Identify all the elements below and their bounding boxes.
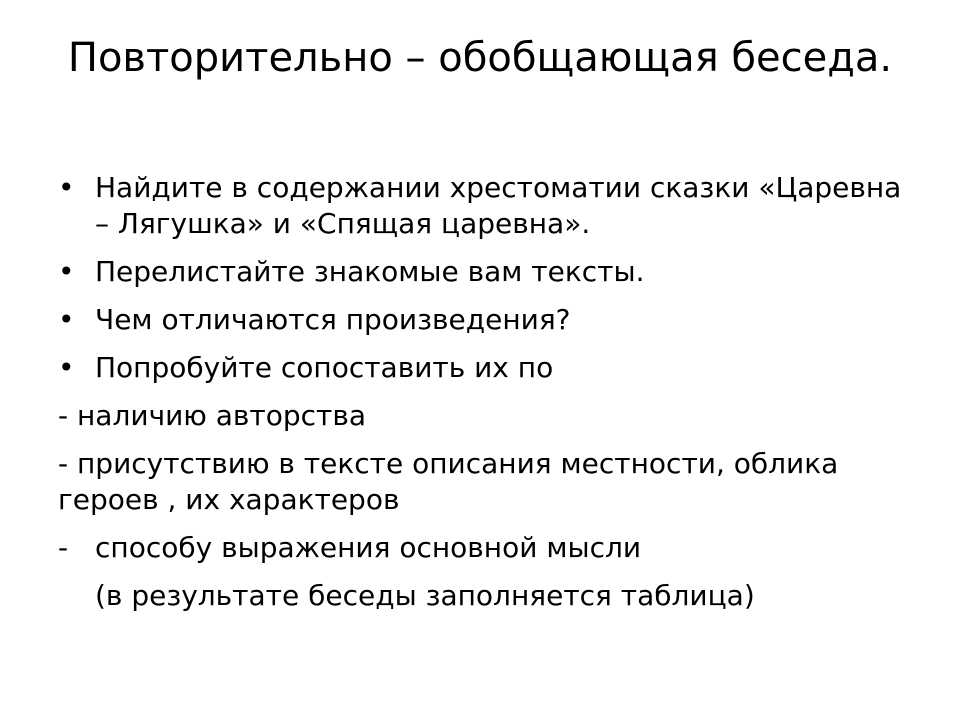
bullet-item bbox=[58, 170, 918, 242]
bullet-marker: • bbox=[58, 303, 75, 336]
bullet-marker: • bbox=[58, 351, 75, 384]
dash-item: - присутствию в тексте описания местности, облика героев , их характеров bbox=[58, 447, 839, 516]
indented-dash-text: способу выражения основной мысли bbox=[95, 531, 642, 564]
bullet-marker: • bbox=[58, 255, 75, 288]
bullet-item bbox=[58, 350, 918, 386]
slide-title: Повторительно – обобщающая беседа. bbox=[67, 35, 893, 81]
bullet-text: Попробуйте сопоставить их по bbox=[95, 351, 554, 384]
continuation-text: (в результате беседы заполняется таблица) bbox=[95, 579, 755, 612]
bullet-text: Перелистайте знакомые вам тексты. bbox=[95, 255, 645, 288]
bullet-item bbox=[58, 254, 918, 290]
dash-marker: - bbox=[58, 531, 69, 564]
indented-dash-item bbox=[58, 530, 918, 566]
dash-item: - наличию авторства bbox=[58, 399, 367, 432]
bullet-text: Чем отличаются произведения? bbox=[95, 303, 571, 336]
bullet-text: Найдите в содержании хрестоматии сказки «Царевна – Лягушка» и «Спящая царевна». bbox=[95, 171, 902, 240]
slide-content bbox=[58, 170, 918, 626]
bullet-marker: • bbox=[58, 171, 75, 204]
bullet-item bbox=[58, 302, 918, 338]
